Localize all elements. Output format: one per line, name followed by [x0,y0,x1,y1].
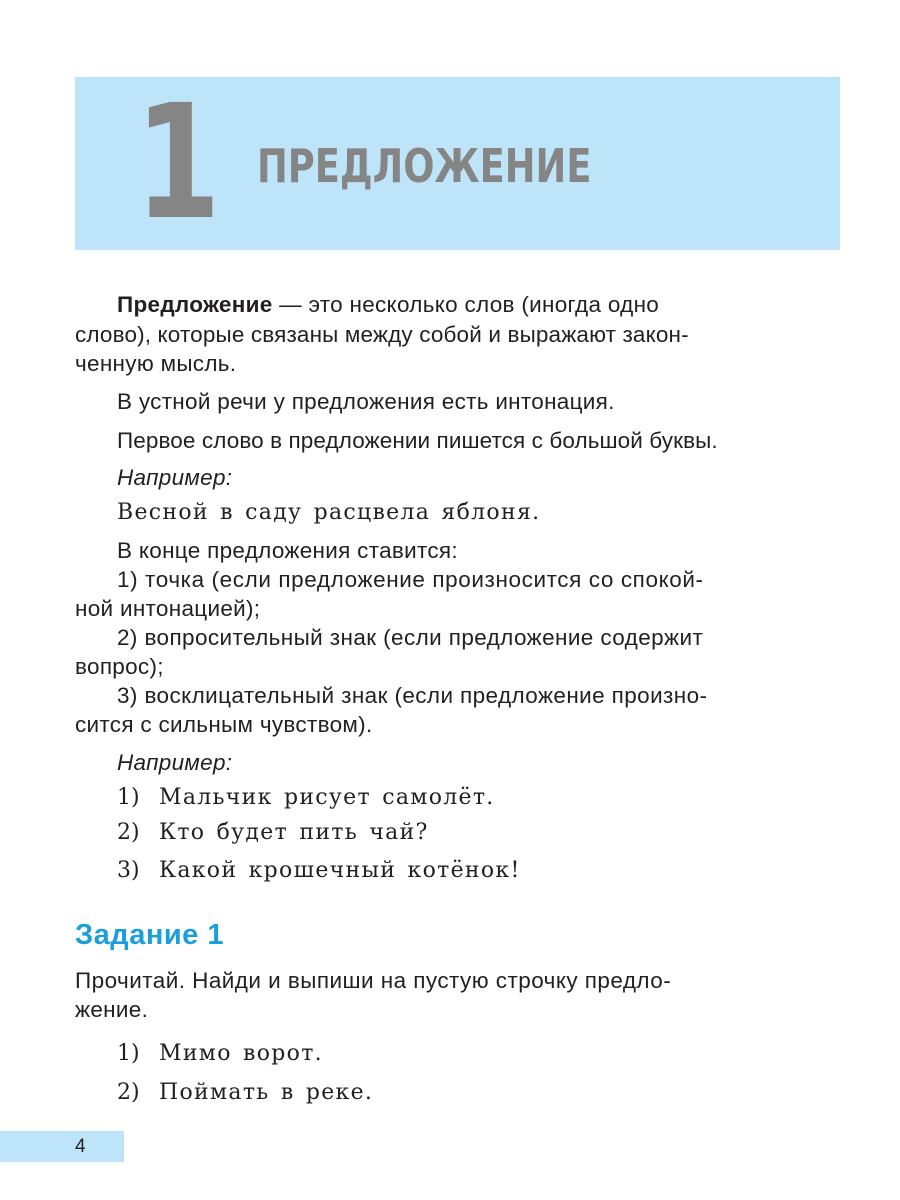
page-number-band [0,1131,124,1162]
task-title: Задание 1 [75,919,224,951]
definition-line-3: ченную мысль. [75,351,237,376]
example-label: Например: [117,465,233,490]
definition-line-1-rest: — это несколько слов (иногда одно [272,292,660,317]
task-item-text: Мимо ворот. [159,1041,323,1066]
task-item-text: Поймать в реке. [159,1080,374,1105]
task-instruction-line-2: жение. [75,997,149,1022]
task-item [117,1077,373,1109]
list-item-text: Мальчик рисует самолёт. [159,785,495,810]
list-item-number: 3) [117,858,140,883]
list-item [117,855,521,887]
list-item-text: Кто будет пить чай? [159,820,429,845]
example-label: Например: [117,750,233,775]
list-item [117,782,495,814]
list-item-number: 2) [117,820,140,845]
definition-line-1 [117,290,840,320]
page-number: 4 [75,1136,86,1157]
definition-term: Предложение [117,292,273,317]
rule-1-line-1: 1) точка (если предложение произносится со спокой- [117,567,704,592]
capital-letter-rule: Первое слово в предложении пишется с большой буквы. [117,428,718,453]
list-item [117,817,429,849]
task-item-number: 1) [117,1041,140,1066]
end-marks-intro: В конце предложения ставится: [117,538,458,563]
chapter-title: ПРЕДЛОЖЕНИЕ [257,139,592,193]
task-item-number: 2) [117,1080,140,1105]
rule-2-line-1: 2) вопросительный знак (если предложение содержит [117,625,704,650]
task-item [117,1038,323,1070]
chapter-number: 1 [135,71,221,255]
rule-2-line-2: вопрос); [75,654,164,679]
rule-3-line-1: 3) восклицательный знак (если предложение произно- [117,683,708,708]
intonation-rule: В устной речи у предложения есть интонация. [117,389,615,414]
list-item-text: Какой крошечный котёнок! [159,858,521,883]
list-item-number: 1) [117,785,140,810]
rule-1-line-2: ной интонацией); [75,596,261,621]
task-instruction-line-1: Прочитай. Найди и выпиши на пустую строчку предло- [75,968,672,993]
definition-line-2: слово), которые связаны между собой и выражают закон- [75,322,689,347]
rule-3-line-2: сится с сильным чувством). [75,712,373,737]
example-sentence: Весной в саду расцвела яблоня. [117,500,541,525]
